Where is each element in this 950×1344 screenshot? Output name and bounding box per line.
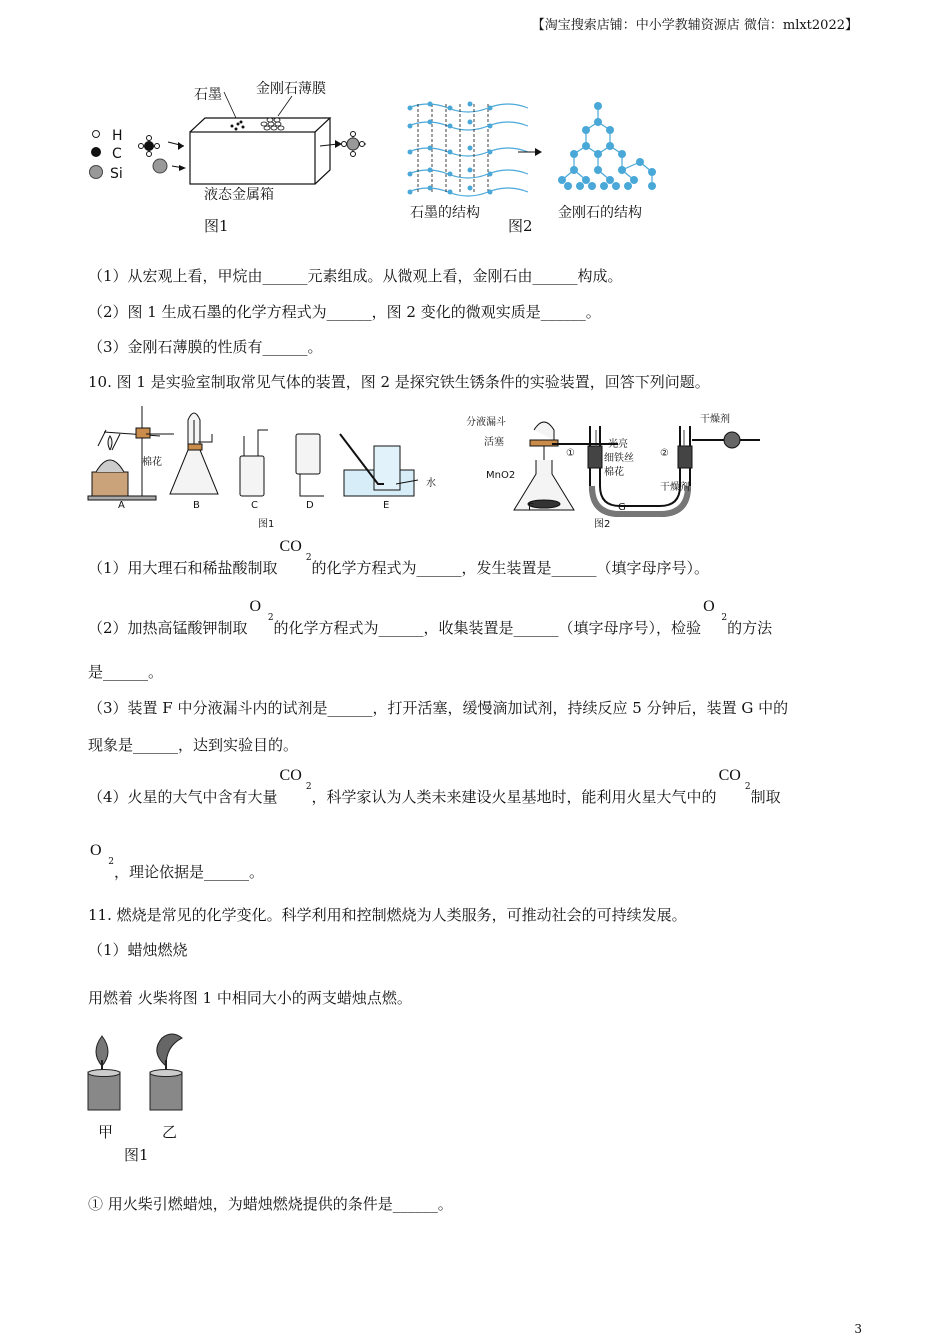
q9-part1: （1）从宏观上看，甲烷由______元素组成。从微观上看，金刚石由______构成。	[88, 267, 623, 285]
label-diamond-structure: 金刚石的结构	[558, 205, 642, 221]
legend-h: H	[112, 128, 123, 144]
label-cotton-g: 棉花	[604, 467, 624, 478]
liquid-metal-box	[190, 118, 330, 184]
formula-o2: O 2	[249, 598, 274, 623]
diamond-film-icon	[261, 118, 284, 130]
label-valve: 活塞	[484, 437, 504, 448]
label-c: C	[251, 500, 258, 511]
legend-si: Si	[110, 166, 123, 182]
label-desiccant-top: 干燥剂	[700, 414, 730, 425]
caption-fig1-candles: 图1	[124, 1146, 149, 1164]
graphite-dots-icon	[231, 121, 245, 131]
label-mno2: MnO2	[486, 470, 516, 481]
q11-question1: ① 用火柴引燃蜡烛，为蜡烛燃烧提供的条件是______。	[88, 1195, 453, 1213]
candle-jia-icon	[88, 1036, 120, 1110]
label-b: B	[193, 500, 200, 511]
q9-part3: （3）金刚石薄膜的性质有______。	[88, 338, 323, 356]
caption-fig2-q10: 图2	[594, 519, 611, 530]
label-a: A	[118, 500, 125, 511]
label-graphite-structure: 石墨的结构	[410, 205, 480, 221]
label-funnel: 分液漏斗	[466, 417, 506, 428]
formula-co2: CO 2	[279, 538, 312, 563]
silicon-legend-icon	[90, 166, 103, 179]
candles-figure	[82, 1030, 202, 1115]
candle-yi-icon	[150, 1034, 182, 1110]
methane-molecule-icon	[139, 136, 160, 157]
label-circle-1: ①	[566, 448, 575, 459]
page-number: 3	[854, 1322, 862, 1336]
formula-co2: CO 2	[279, 767, 312, 792]
q10-stem: 10. 图 1 是实验室制取常见气体的装置，图 2 是探究铁生锈条件的实验装置，回答下列问题。	[88, 373, 710, 391]
formula-o2: O 2	[703, 598, 728, 623]
formula-co2: CO 2	[718, 767, 751, 792]
silane-molecule-icon	[340, 132, 366, 157]
q10-part4: （4）火星的大气中含有大量 CO 2 ，科学家认为人类未来建设火星基地时，能利用火星大气中的 CO 2 制取	[88, 767, 781, 806]
label-liquid-metal-box: 液态金属箱	[204, 187, 274, 203]
label-water: 水	[426, 478, 436, 489]
q10-apparatus-figure	[84, 400, 784, 530]
q10-part1: （1）用大理石和稀盐酸制取 CO 2 的化学方程式为______，发生装置是______（填字母序号）。	[88, 538, 710, 577]
graphite-structure-icon	[408, 104, 528, 196]
legend-c: C	[112, 146, 122, 162]
q10-part4-cont: O 2 ，理论依据是______。	[90, 842, 265, 881]
label-d: D	[306, 500, 314, 511]
q11-text: 用燃着 火柴将图 1 中相同大小的两支蜡烛点燃。	[88, 989, 412, 1007]
q11-stem: 11. 燃烧是常见的化学变化。科学利用和控制燃烧为人类服务，可推动社会的可持续发展。	[88, 906, 687, 924]
label-f: F	[528, 502, 534, 513]
hydrogen-legend-icon	[93, 131, 100, 138]
q10-part3-cont: 现象是______，达到实验目的。	[88, 736, 299, 754]
q10-part2-cont: 是______。	[88, 663, 164, 681]
label-circle-2: ②	[660, 448, 669, 459]
label-e: E	[383, 500, 390, 511]
label-desiccant: 干燥剂	[660, 482, 690, 493]
page-header: 【淘宝搜索店铺：中小学教辅资源店 微信：mlxt2022】	[531, 18, 858, 33]
label-candle-yi: 乙	[162, 1123, 178, 1141]
q9-part2: （2）图 1 生成石墨的化学方程式为______，图 2 变化的微观实质是______。	[88, 303, 601, 321]
label-diamond-film: 金刚石薄膜	[256, 81, 326, 97]
caption-fig1-top: 图1	[204, 217, 229, 235]
label-candle-jia: 甲	[98, 1123, 114, 1141]
label-bright: 光亮	[608, 439, 628, 450]
caption-fig1-q10: 图1	[258, 519, 275, 530]
q10-part3: （3）装置 F 中分液漏斗内的试剂是______，打开活塞，缓慢滴加试剂，持续反应 5 分钟后，装置 G 中的	[88, 699, 789, 717]
formula-o2: O 2	[90, 842, 114, 867]
silicon-atom-icon	[153, 159, 167, 173]
label-graphite: 石墨	[194, 87, 222, 103]
label-g: G	[618, 502, 626, 513]
q10-part2: （2）加热高锰酸钾制取 O 2 的化学方程式为______，收集装置是______（填字母序号），检验 O 2 的方法	[88, 598, 773, 637]
label-cotton-a: 棉花	[142, 457, 162, 468]
label-iron-wire: 细铁丝	[604, 453, 634, 464]
carbon-legend-icon	[91, 147, 101, 157]
caption-fig2-top: 图2	[508, 217, 533, 235]
q11-sub1: （1）蜡烛燃烧	[88, 941, 188, 959]
